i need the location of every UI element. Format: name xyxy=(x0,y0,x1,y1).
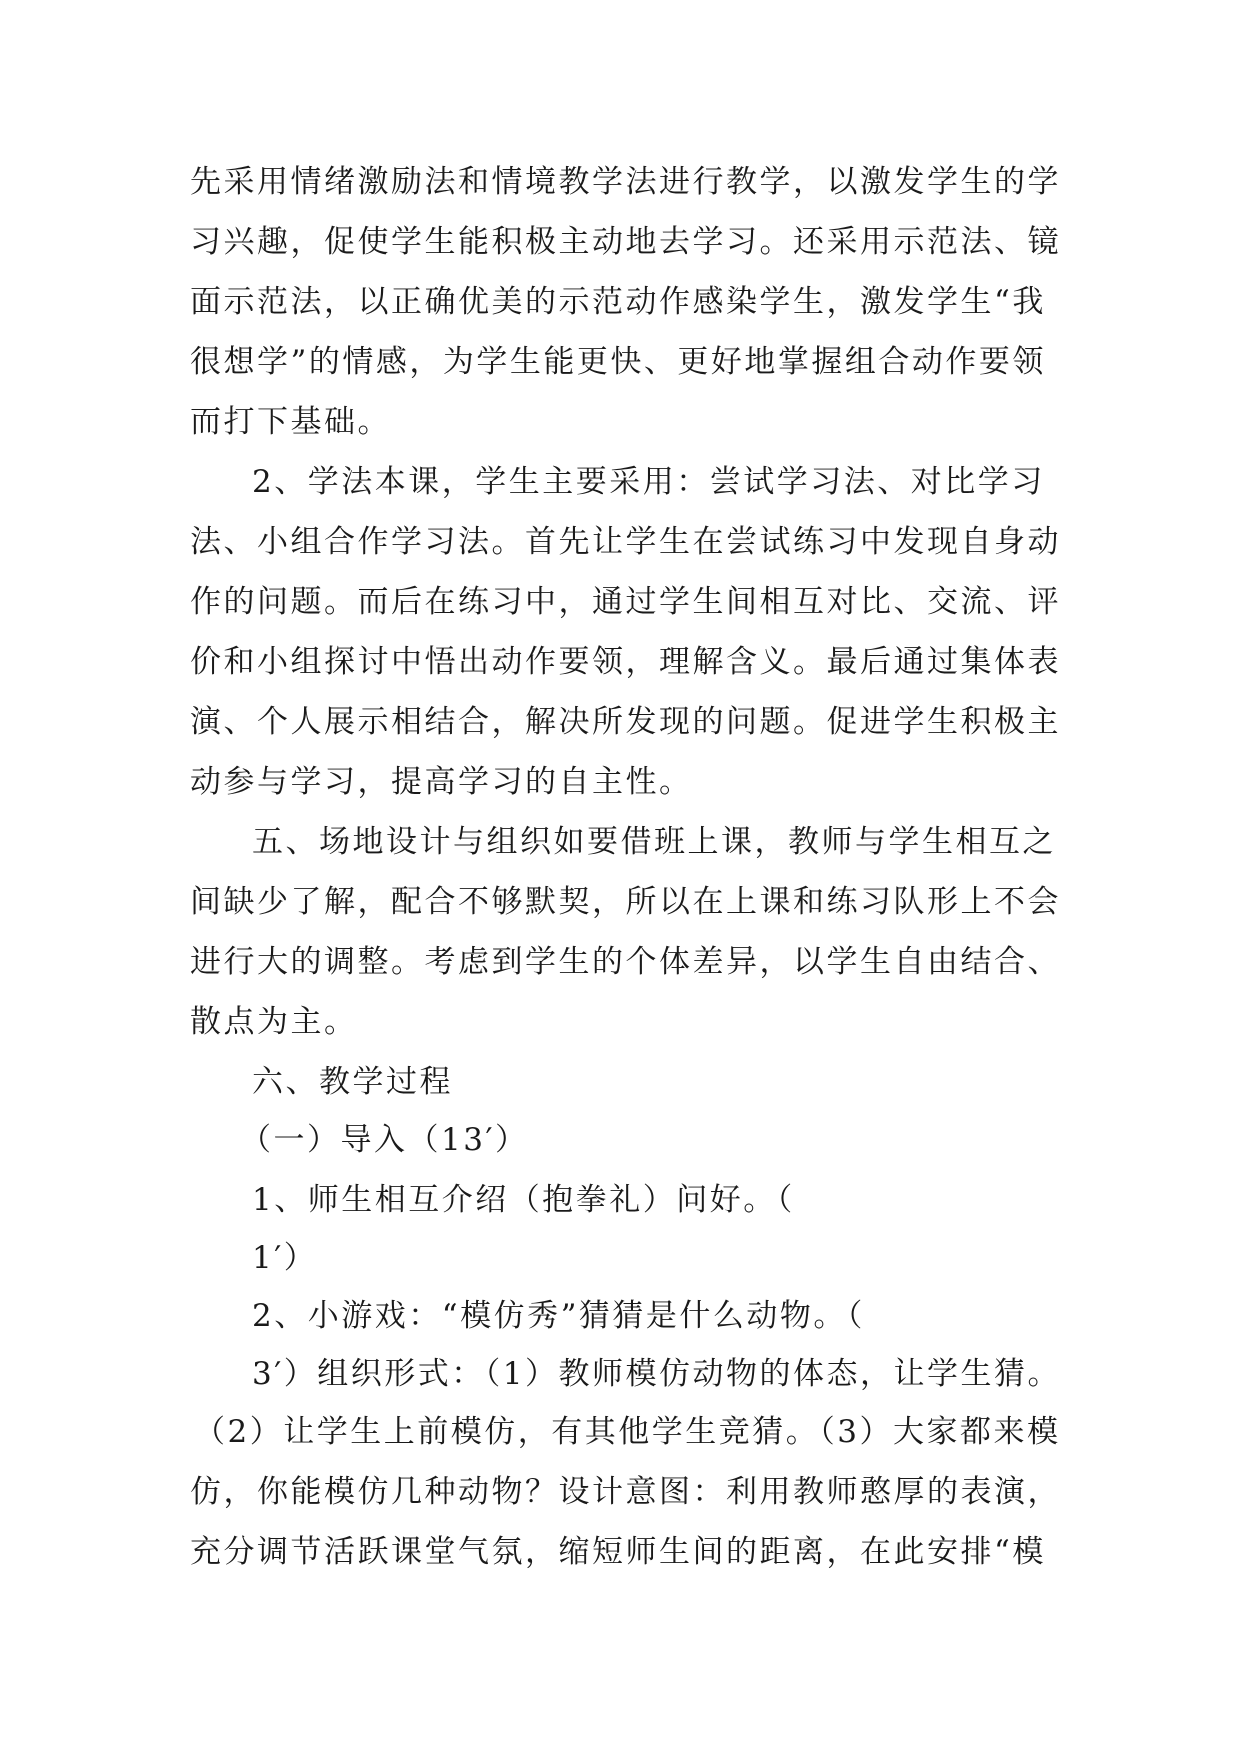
text-line-13: 间缺少了解，配合不够默契，所以在上课和练习队形上不会 xyxy=(190,884,1061,920)
text-line-11: 动参与学习，提高学习的自主性。 xyxy=(190,764,693,800)
text-line-1: 先采用情绪激励法和情境教学法进行教学，以激发学生的学 xyxy=(190,164,1061,200)
text-line-2: 习兴趣，促使学生能积极主动地去学习。还采用示范法、镜 xyxy=(190,224,1061,260)
text-line-22: （2）让学生上前模仿，有其他学生竞猜。（3）大家都来模 xyxy=(194,1414,1061,1450)
text-line-4: 很想学”的情感，为学生能更快、更好地掌握组合动作要领 xyxy=(190,344,1046,380)
text-line-12: 五、场地设计与组织如要借班上课，教师与学生相互之 xyxy=(252,824,1056,860)
text-line-18: 1、师生相互介绍（抱拳礼）问好。（ xyxy=(252,1182,795,1218)
text-line-20: 2、小游戏：“模仿秀”猜猜是什么动物。（ xyxy=(252,1298,865,1334)
text-line-7: 法、小组合作学习法。首先让学生在尝试练习中发现自身动 xyxy=(190,524,1061,560)
text-line-8: 作的问题。而后在练习中，通过学生间相互对比、交流、评 xyxy=(190,584,1061,620)
section-heading: 六、教学过程 xyxy=(252,1064,453,1100)
text-line-10: 演、个人展示相结合，解决所发现的问题。促进学生积极主 xyxy=(190,704,1061,740)
text-line-19: 1′） xyxy=(252,1240,318,1276)
subsection-heading: （一）导入（13′） xyxy=(240,1122,529,1158)
text-line-21: 3′）组织形式：（1）教师模仿动物的体态，让学生猜。 xyxy=(252,1356,1061,1392)
text-line-15: 散点为主。 xyxy=(190,1004,358,1040)
text-line-6: 2、学法本课，学生主要采用：尝试学习法、对比学习 xyxy=(252,464,1045,500)
text-line-14: 进行大的调整。考虑到学生的个体差异，以学生自由结合、 xyxy=(190,944,1061,980)
text-line-3: 面示范法，以正确优美的示范动作感染学生，激发学生“我 xyxy=(190,284,1046,320)
text-line-5: 而打下基础。 xyxy=(190,404,391,440)
text-line-9: 价和小组探讨中悟出动作要领，理解含义。最后通过集体表 xyxy=(190,644,1061,680)
text-line-23: 仿，你能模仿几种动物？设计意图：利用教师憨厚的表演， xyxy=(190,1474,1061,1510)
text-line-24: 充分调节活跃课堂气氛，缩短师生间的距离，在此安排“模 xyxy=(190,1534,1046,1570)
